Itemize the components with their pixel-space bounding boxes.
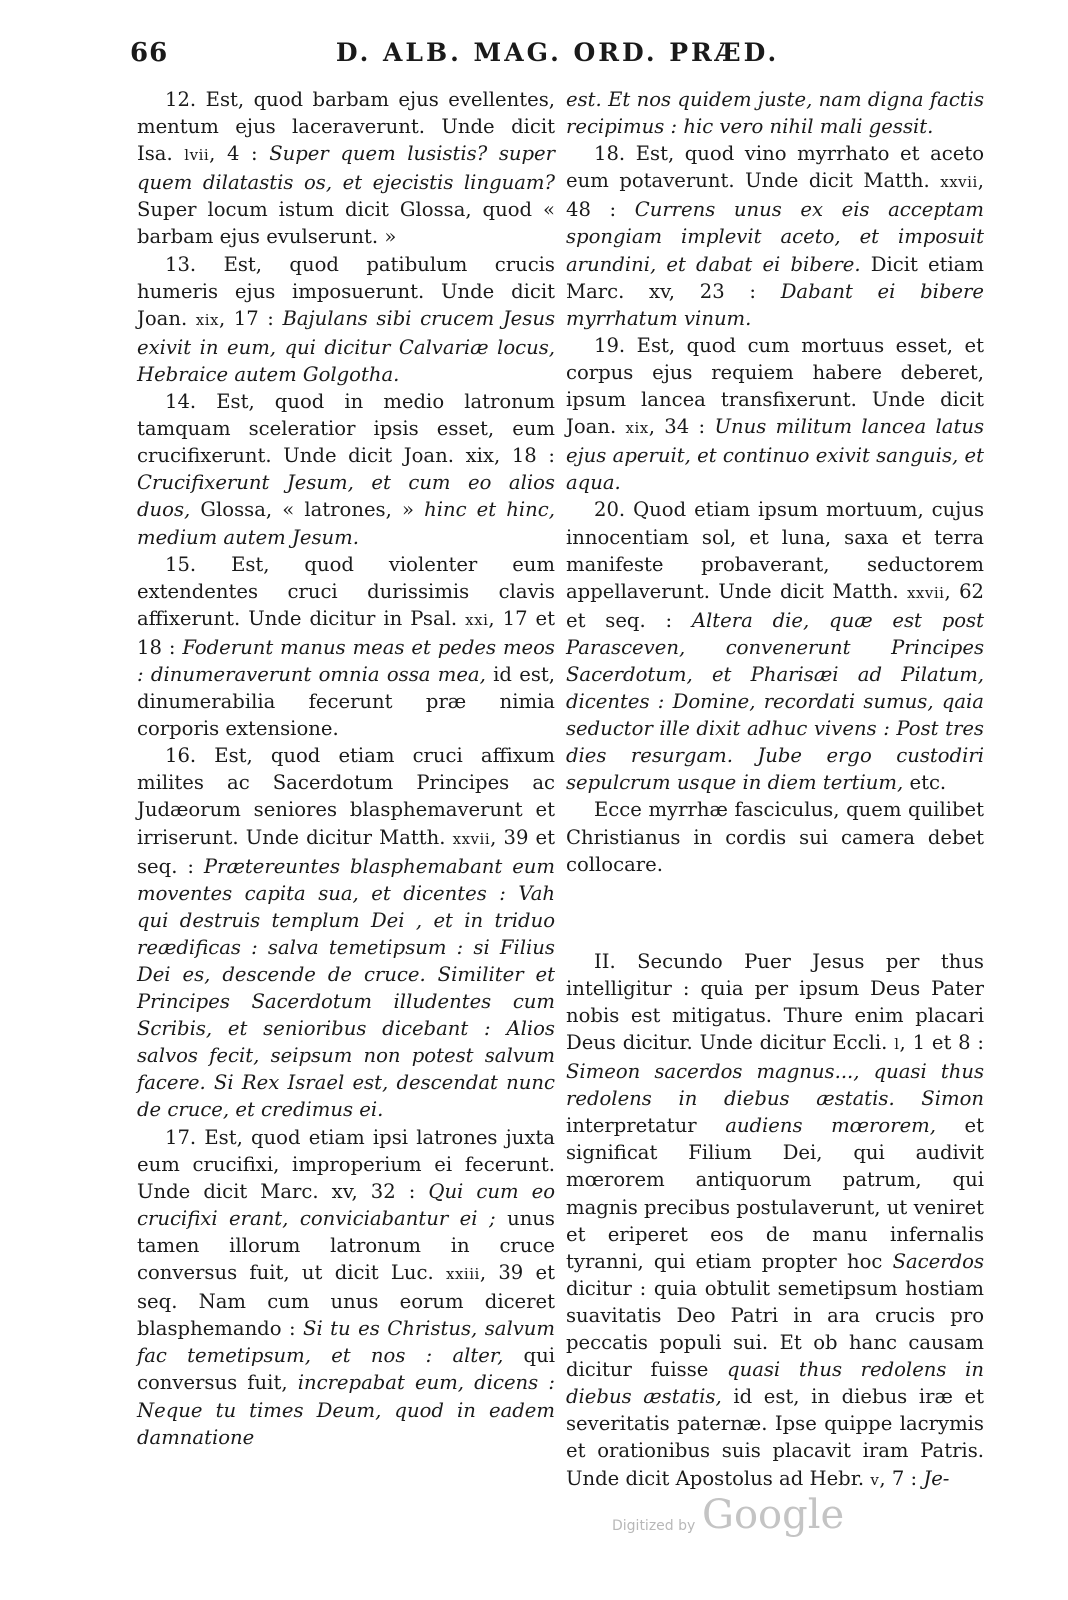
page-number: 66 [130, 38, 169, 68]
right-column [566, 86, 984, 1494]
paragraph-20: 20. Quod etiam ipsum mortuum, cujus innocentiam sol, et luna, saxa et terra manifeste probaverant, seductorem appellaverunt. Unde dicit Matth. xxvii, 62 et seq. : Altera die, quæ est post Parasceven, convenerunt Principes Sacerdotum, et Pharisæi ad Pilatum, dicentes : Domine, recordati sumus, qaia seductor ille dixit adhuc vivens : Post tres dies resurgam. Jube ergo custodiri sepulcrum usque in diem tertium, etc. [566, 498, 984, 795]
paragraph-18: 18. Est, quod vino myrrhato et aceto eum potaverunt. Unde dicit Matth. xxvii, 48 : Currens unus ex eis acceptam spongiam implevit aceto, et imposuit arundini, et dabat ei bibere. Dicit etiam Marc. xv, 23 : Dabant ei bibere myrrhatum vinum. [566, 142, 985, 330]
paragraph-19: 19. Est, quod cum mortuus esset, et corpus ejus requiem habere deberet, ipsum lancea transfixerunt. Unde dicit Joan. xix, 34 : Unus militum lancea latus ejus aperuit, et continuo exivit sanguis, et aqua. [566, 333, 985, 495]
paragraph-14: 14. Est, quod in medio latronum tamquam sceleratior ipsis esset, eum crucifixerunt. Unde dicit Joan. xix, 18 : Crucifixerunt Jesum, et cum eo alios duos, Glossa, « latrones, » hinc et hinc, medium autem Jesum. [137, 390, 555, 549]
paragraph-15: 15. Est, quod violenter eum extendentes cruci durissimis clavis affixerunt. Unde dicitur in Psal. xxi, 17 et 18 : Foderunt manus meas et pedes meos : dinumeraverunt omnia ossa mea, id est, dinumerabilia fecerunt præ nimia corporis extensione. [137, 552, 555, 741]
paragraph-13: 13. Est, quod patibulum crucis humeris ejus imposuerunt. Unde dicit Joan. xix, 17 : Bajulans sibi crucem Jesus exivit in eum, qui dicitur Calvariæ locus, Hebraice autem Golgotha. [137, 252, 555, 386]
paragraph-ecce: Ecce myrrhæ fasciculus, quem quilibet Christianus in cordis sui camera debet collocare. [566, 798, 984, 876]
google-logo: Google [702, 1492, 845, 1538]
paragraph-17-continued: est. Et nos quidem juste, nam digna factis recipimus : hic vero nihil mali gessit. [566, 88, 984, 139]
left-column [137, 86, 555, 1451]
page-header [130, 38, 985, 72]
paragraph-12: 12. Est, quod barbam ejus evellentes, mentum ejus laceraverunt. Unde dicit Isa. lvii, 4 : Super quem lusistis? super quem dilatastis os, et ejecistis linguam? Super locum istum dicit Glossa, quod « barbam ejus evulserunt. » [137, 88, 555, 249]
digitization-footer [0, 1490, 1068, 1550]
running-title: D. ALB. MAG. ORD. PRÆD. [335, 38, 780, 67]
digitized-by-label: Digitized by [612, 1518, 696, 1534]
paragraph-section-ii: II. Secundo Puer Jesus per thus intelligitur : quia per ipsum Deus Pater nobis est mitigatus. Thure enim placari Deus dicitur. Unde dicitur Eccli. l, 1 et 8 : Simeon sacerdos magnus..., quasi thus redolens in diebus æstatis. Simon interpretatur audiens mœrorem, et significat Filium Dei, qui audivit mœrorem antiquorum patrum, qui magnis precibus postulaverunt, ut veniret et eriperet eos de manu infernalis tyranni, qui etiam propter hoc Sacerdos dicitur : quia obtulit semetipsum hostiam suavitatis Deo Patri in ara crucis pro peccatis populi sui. Et ob hanc causam dicitur fuisse quasi thus redolens in diebus æstatis, id est, in diebus iræ et severitatis paternæ. Ipse quippe lacrymis et orationibus suis placavit iram Patris. Unde dicit Apostolus ad Hebr. v, 7 : Je- [566, 949, 985, 1490]
paragraph-16: 16. Est, quod etiam cruci affixum milites ac Sacerdotum Principes ac Judæorum seniores blasphemaverunt et irriserunt. Unde dicitur Matth. xxvii, 39 et seq. : Prætereuntes blasphemabant eum moventes capita sua, et dicentes : Vah qui destruis templum Dei , et in triduo reædificas : salva temetipsum : si Filius Dei es, descende de cruce. Similiter et Principes Sacerdotum illudentes cum Scribis, et senioribus dicebant : Alios salvos fecit, seipsum non potest salvum facere. Si Rex Israel est, descendat nunc de cruce, et credimus ei. [137, 744, 555, 1122]
paragraph-17: 17. Est, quod etiam ipsi latrones juxta eum crucifixi, improperium ei fecerunt. Unde dicit Marc. xv, 32 : Qui cum eo crucifixi erant, conviciabantur ei ; unus tamen illorum latronum in cruce conversus fuit, ut dicit Luc. xxiii, 39 et seq. Nam cum unus eorum diceret blasphemando : Si tu es Christus, salvum fac temetipsum, et nos : alter, qui conversus fuit, increpabat eum, dicens : Neque tu times Deum, quod in eadem damnatione [137, 1125, 556, 1449]
